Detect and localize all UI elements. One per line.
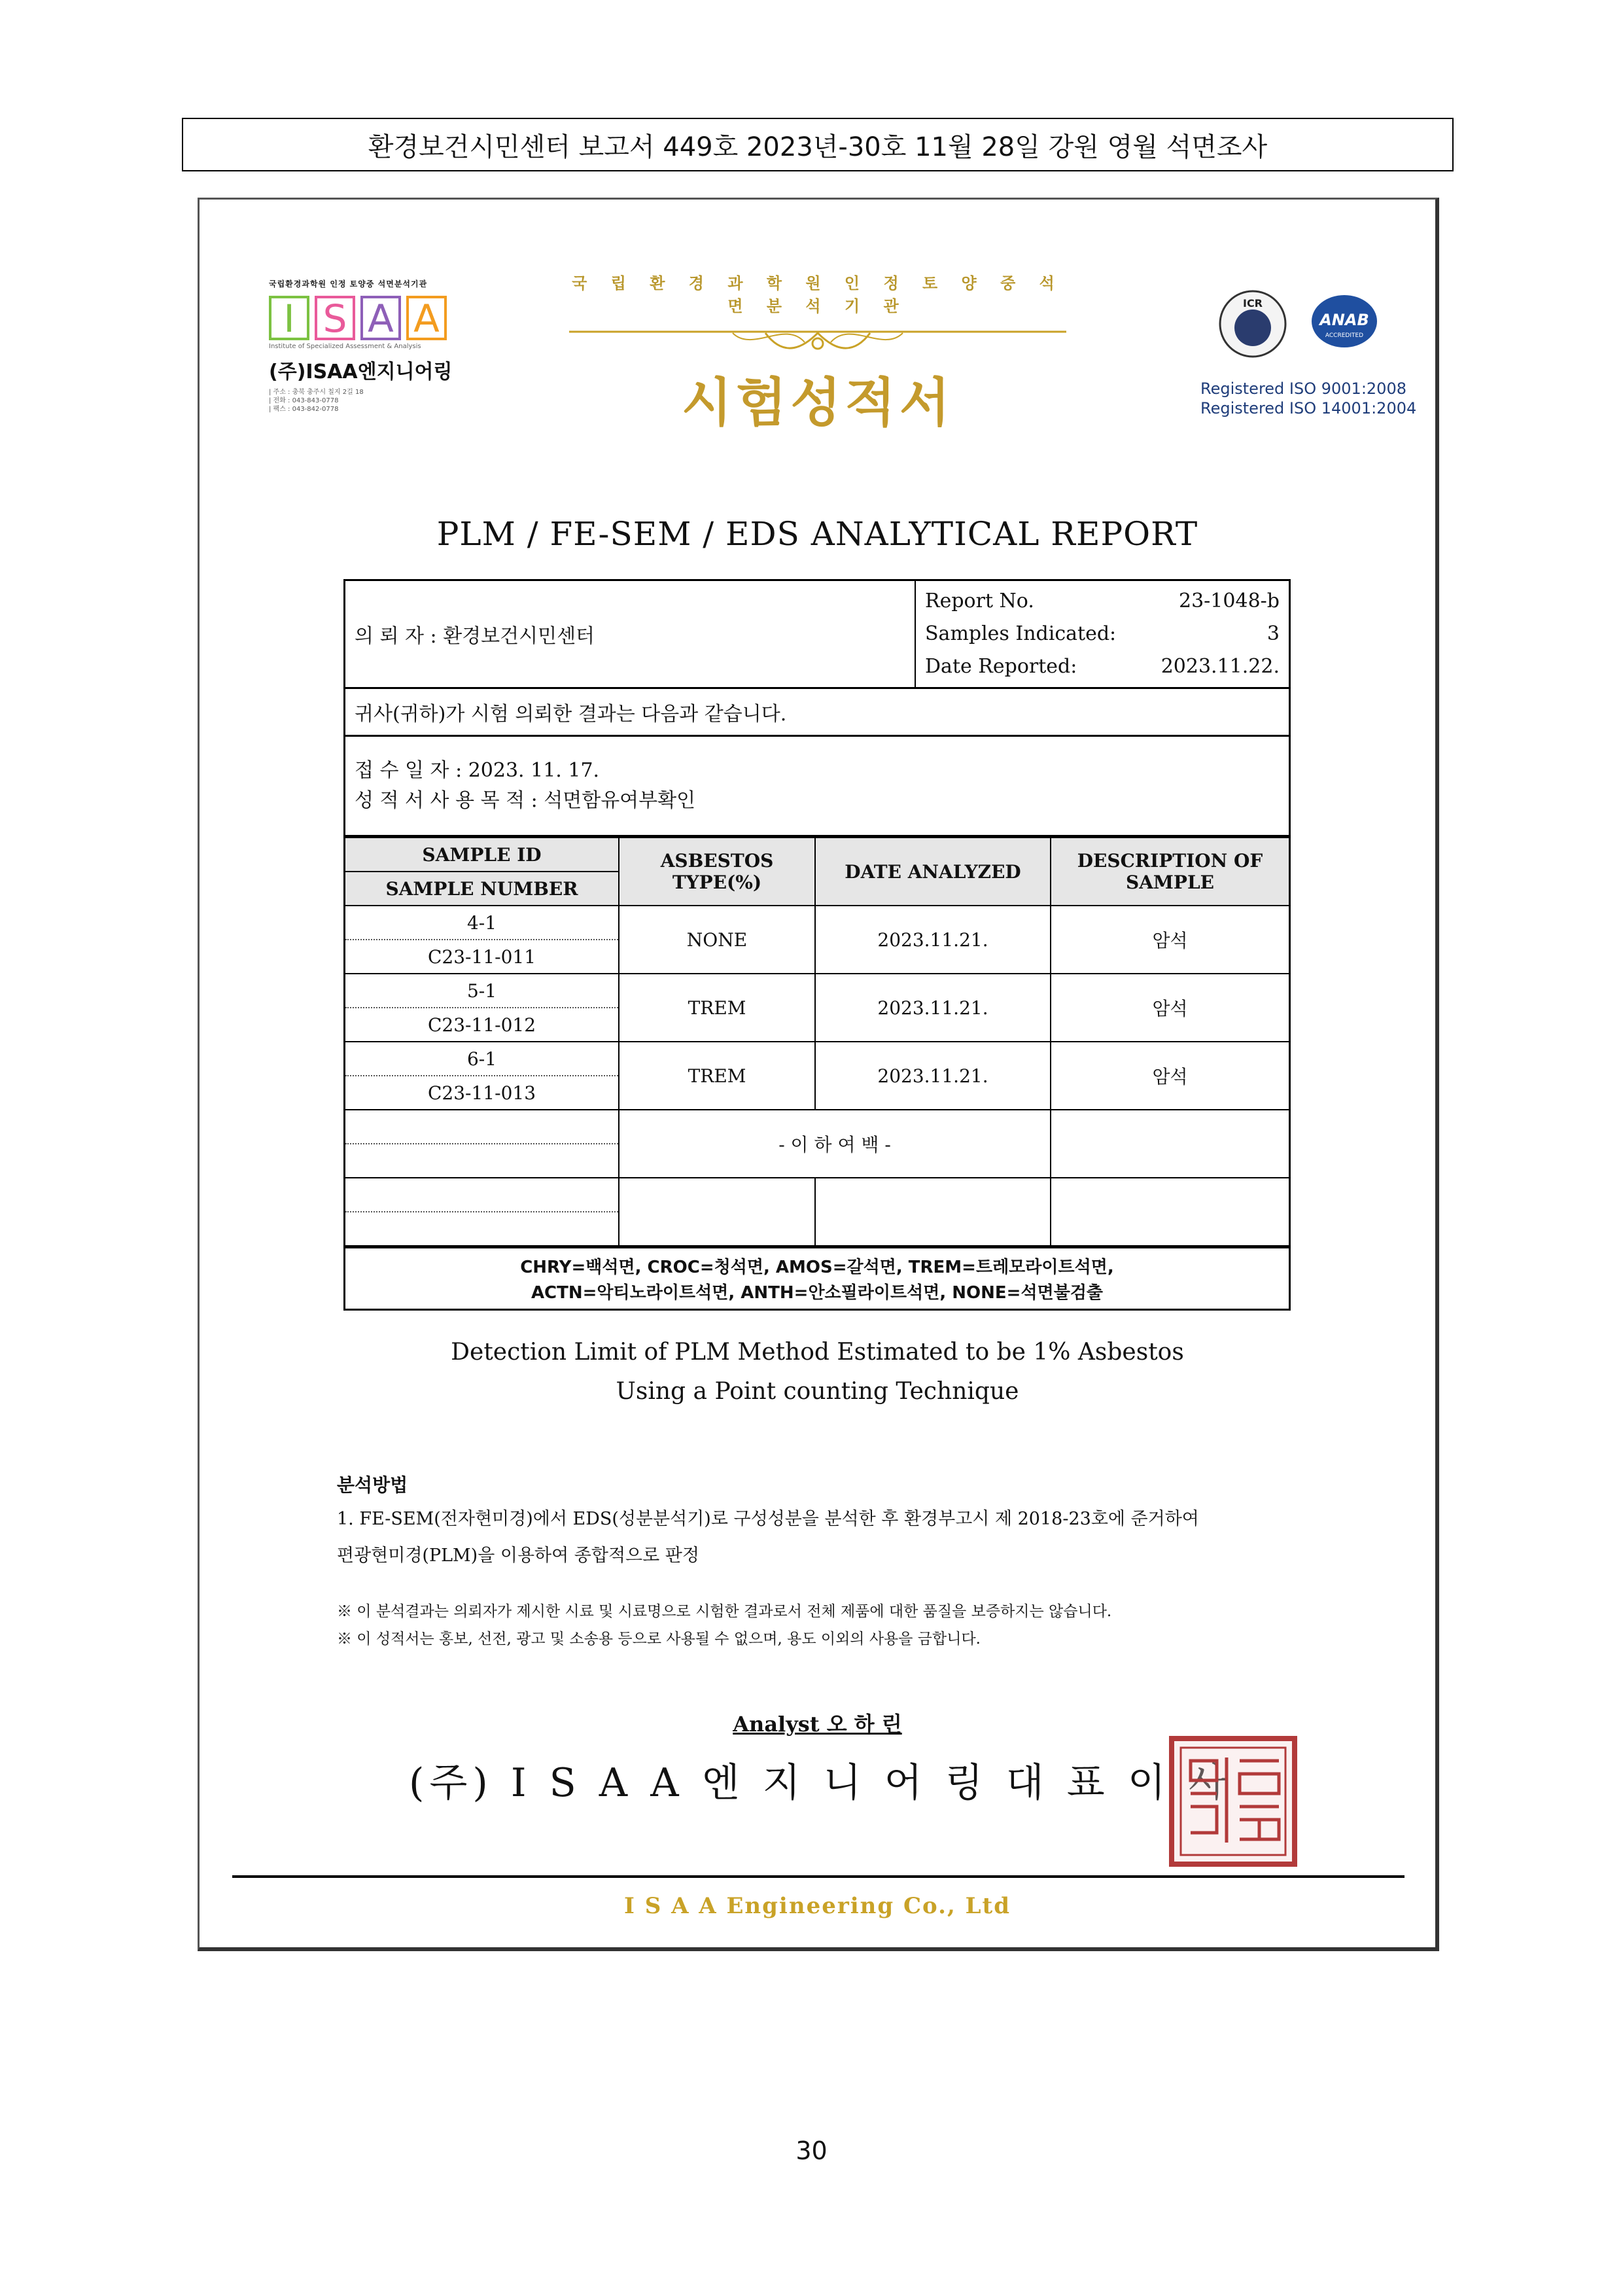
logo-letter: I — [269, 296, 309, 340]
address-line: | 전화 : 043-843-0778 — [269, 397, 339, 404]
legend-line: ACTN=악티노라이트석면, ANTH=안소필라이트석면, NONE=석면불검출 — [531, 1283, 1104, 1303]
meta-label: Date Reported: — [925, 655, 1077, 678]
header-sample-id: SAMPLE ID — [345, 838, 619, 872]
icr-badge-icon — [1220, 291, 1285, 357]
table-row — [345, 1110, 1289, 1144]
ceo-signature-line: (주) I S A A 엔 지 니 어 링 대 표 이 사 — [409, 1760, 1232, 1806]
date-analyzed: 2023.11.21. — [815, 974, 1051, 1042]
sample-description: 암석 — [1051, 1042, 1289, 1110]
logo-letter: A — [406, 296, 447, 340]
legend-line: CHRY=백석면, CROC=청석면, AMOS=갈석면, TREM=트레모라이트석면, — [520, 1258, 1114, 1277]
detection-line: Using a Point counting Technique — [616, 1378, 1019, 1405]
logo-letter: S — [315, 296, 355, 340]
table-row — [345, 1042, 1289, 1076]
certification-logos — [1181, 285, 1429, 418]
meta-value: 23-1048-b — [1179, 590, 1280, 612]
receipt-info — [345, 736, 1289, 836]
header-description: DESCRIPTION OF SAMPLE — [1051, 838, 1289, 906]
logo-letter: A — [360, 296, 401, 340]
client-info-table — [345, 581, 1289, 837]
meta-row — [925, 650, 1280, 683]
blank-cell — [1051, 1178, 1289, 1246]
blank-cell — [345, 1178, 619, 1212]
page-number: 30 — [795, 2136, 828, 2165]
cert-badges — [1181, 285, 1429, 363]
analyst-name: Analyst 오 하 린 — [733, 1712, 902, 1737]
logo-company: (주)ISAA엔지니어링 — [269, 361, 453, 383]
document-header: 환경보건시민센터 보고서 449호 2023년-30호 11월 28일 강원 영월 석면조사 — [182, 118, 1454, 171]
client-field: 의 뢰 자 : 환경보건시민센터 — [345, 581, 915, 688]
iso-line: Registered ISO 14001:2004 — [1200, 399, 1417, 417]
blank-cell — [345, 1110, 619, 1144]
method-line: 1. FE-SEM(전자현미경)에서 EDS(성분분석기)로 구성성분을 분석한 후 환경부고시 제 2018-23호에 준거하여 — [337, 1509, 1199, 1529]
header-asbestos-type: ASBESTOS TYPE(%) — [619, 838, 815, 906]
company-english-name: I S A A Engineering Co., Ltd — [623, 1893, 1011, 1919]
sample-number: C23-11-013 — [345, 1076, 619, 1110]
receipt-date: 접 수 일 자 : 2023. 11. 17. — [355, 759, 600, 782]
sample-id: 6-1 — [345, 1042, 619, 1076]
blank-cell — [815, 1178, 1051, 1246]
isaa-logo — [269, 278, 517, 414]
logo-letters — [269, 296, 517, 340]
detection-limit — [200, 1333, 1435, 1411]
blank-cell — [1051, 1110, 1289, 1178]
heading-subtitle: 국 립 환 경 과 학 원 인 정 토 양 중 석 면 분 석 기 관 — [572, 274, 1064, 315]
meta-row — [925, 618, 1280, 650]
note: ※ 이 분석결과는 의뢰자가 제시한 시료 및 시료명으로 시험한 결과로서 전체 제품에 대한 품질을 보증하지는 않습니다. — [337, 1603, 1112, 1620]
icr-label: ICR — [1242, 297, 1263, 309]
method-line: 편광현미경(PLM)을 이용하여 종합적으로 판정 — [337, 1545, 699, 1566]
asbestos-type: TREM — [619, 1042, 815, 1110]
logo-subtitle: Institute of Specialized Assessment & Analysis — [269, 343, 421, 350]
logo-top-text: 국립환경과학원 인정 토양중 석면분석기관 — [269, 279, 428, 289]
address-line: | 주소 : 충북 충주시 칠지 2길 18 — [269, 389, 364, 396]
meta-value: 3 — [1266, 622, 1280, 645]
company-seal-icon — [1168, 1735, 1299, 1868]
blank-cell — [619, 1178, 815, 1246]
sample-id: 5-1 — [345, 974, 619, 1008]
note: ※ 이 성적서는 홍보, 선전, 광고 및 소송용 등으로 사용될 수 없으며, 용도 이외의 사용을 금합니다. — [337, 1631, 981, 1648]
analysis-method — [337, 1471, 1318, 1574]
meta-row — [925, 585, 1280, 618]
table-row — [345, 974, 1289, 1008]
table-row — [345, 1178, 1289, 1212]
sample-number: C23-11-011 — [345, 940, 619, 974]
sample-id: 4-1 — [345, 906, 619, 940]
date-analyzed: 2023.11.21. — [815, 906, 1051, 974]
address-line: | 팩스 : 043-842-0778 — [269, 406, 339, 413]
ornament-icon — [569, 320, 1066, 357]
method-title: 분석방법 — [337, 1474, 408, 1496]
sample-number: C23-11-012 — [345, 1008, 619, 1042]
disclaimer-notes — [337, 1598, 1111, 1653]
report-purpose: 성 적 서 사 용 목 적 : 석면함유여부확인 — [355, 789, 696, 812]
iso-registrations — [1200, 379, 1429, 418]
blank-cell — [345, 1144, 619, 1178]
certificate-title: 시험성적서 — [681, 372, 954, 433]
footer-divider — [232, 1875, 1405, 1878]
asbestos-type: TREM — [619, 974, 815, 1042]
report-meta — [915, 581, 1289, 688]
date-analyzed: 2023.11.21. — [815, 1042, 1051, 1110]
report-title: PLM / FE-SEM / EDS ANALYTICAL REPORT — [436, 515, 1198, 553]
blank-marker: - 이 하 여 백 - — [619, 1110, 1051, 1178]
test-report — [198, 198, 1439, 1951]
sample-table — [345, 837, 1289, 1246]
asbestos-legend — [345, 1246, 1289, 1309]
blank-cell — [345, 1212, 619, 1246]
meta-label: Samples Indicated: — [925, 622, 1117, 645]
header-sample-number: SAMPLE NUMBER — [345, 872, 619, 906]
asbestos-type: NONE — [619, 906, 815, 974]
header-date-analyzed: DATE ANALYZED — [815, 838, 1051, 906]
iso-line: Registered ISO 9001:2008 — [1200, 380, 1406, 398]
certificate-heading — [563, 270, 1073, 436]
method-body — [337, 1501, 1318, 1574]
report-frame — [343, 579, 1291, 1311]
anab-badge-icon — [1312, 295, 1377, 347]
detection-line: Detection Limit of PLM Method Estimated to be 1% Asbestos — [451, 1339, 1184, 1366]
sample-description: 암석 — [1051, 906, 1289, 974]
sample-description: 암석 — [1051, 974, 1289, 1042]
logo-address — [269, 388, 517, 414]
meta-value: 2023.11.22. — [1161, 655, 1280, 678]
meta-label: Report No. — [925, 590, 1034, 612]
result-intro: 귀사(귀하)가 시험 의뢰한 결과는 다음과 같습니다. — [345, 688, 1289, 736]
anab-sub: ACCREDITED — [1325, 332, 1364, 339]
table-row — [345, 906, 1289, 940]
anab-label: ANAB — [1319, 311, 1369, 329]
